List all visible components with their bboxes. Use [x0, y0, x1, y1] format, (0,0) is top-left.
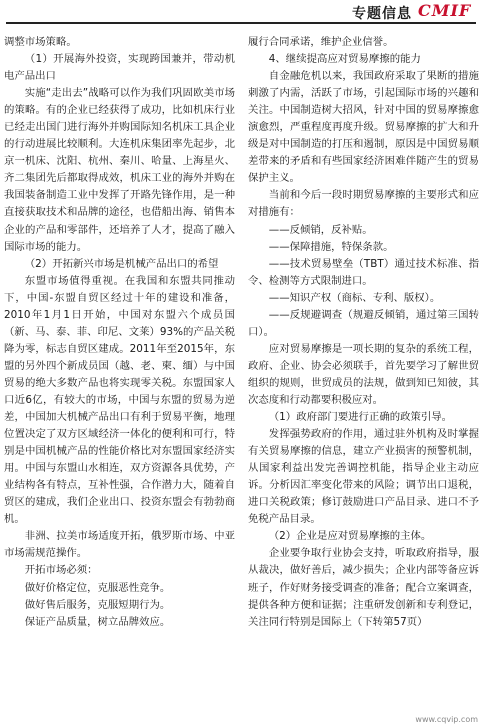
paragraph: ——知识产权（商标、专利、版权）。	[268, 291, 441, 304]
left-column	[4, 34, 235, 631]
paragraph: 4、继续提高应对贸易摩擦的能力	[268, 53, 421, 66]
paragraph: ——保障措施，特保条款。	[268, 240, 394, 253]
paragraph: 保证产品质量，树立品牌效应。	[24, 615, 171, 628]
paragraph: ——技术贸易壁垒（TBT）通过技术标准、指令、检测等方式限制进口。	[248, 257, 479, 287]
paragraph: 当前和今后一段时期贸易摩擦的主要形式和应对措施有：	[248, 189, 479, 219]
paragraph: ——反规避调查（规避反倾销，通过第三国转口）。	[248, 308, 479, 338]
paragraph: 开拓市场必须：	[24, 564, 98, 577]
page-header	[0, 0, 482, 26]
paragraph: 履行合同承诺，维护企业信誉。	[248, 36, 394, 48]
paragraph: 调整市场策略。	[4, 36, 77, 48]
paragraph: （2）开拓新兴市场是机械产品出口的希望	[24, 257, 219, 270]
paragraph: （2）企业是应对贸易摩擦的主体。	[268, 530, 432, 543]
paragraph: 企业要争取行业协会支持，听取政府指导，服从裁决，做好善后，减少损失；企业内部等备应诉班子，作好财务接受调查的准备；配合立案调查，提供各种方便和证据；注重研发创新和专利登记，关注同行特别是国际上（下转第57页）	[248, 547, 479, 628]
paragraph: ——反倾销，反补贴。	[268, 223, 373, 236]
cmif-logo: CMIF	[418, 1, 472, 20]
paragraph: 实施“走出去”战略可以作为我们巩固欧美市场的策略。有的企业已经获得了成功，比如机床行业已经走出国门进行海外并购国际知名机床工具企业的行动进展比较顺利。大连机床集团率先起步，北京一机床、沈阳、杭州、秦川、哈量、上海星火、齐二集团先后都取得成效，机床工业的海外并购在我国装备制造工业中发挥了开路先锋作用，是一种直接获取技术和品牌的途径，也借船出海、销售本企业的产品和零部件，还培养了人才，提高了融入国际市场的能力。	[4, 87, 235, 253]
header-rule	[6, 22, 476, 24]
paragraph: （1）开展海外投资，实现跨国兼并，带动机电产品出口	[4, 53, 235, 83]
paragraph: 做好售后服务，克服短期行为。	[24, 598, 171, 611]
watermark: www.cqvip.com	[415, 715, 478, 724]
paragraph: 非洲、拉美市场适度开拓，俄罗斯市场、中亚市场需规范操作。	[4, 530, 235, 560]
section-title: 专题信息	[352, 6, 412, 22]
paragraph: 自金融危机以来，我国政府采取了果断的措施刺激了内需，活跃了市场，引起国际市场的兴趣和关注。中国制造树大招风，针对中国的贸易摩擦愈演愈烈，严重程度再度升级。贸易摩擦的扩大和升级是对中国制造的打压和遏制，原因是中国贸易顺差带来的矛盾和有些国家经济困难伴随产生的贸易保护主义。	[248, 70, 479, 185]
paragraph: 做好价格定位，克服恶性竞争。	[24, 581, 171, 594]
paragraph: 应对贸易摩擦是一项长期的复杂的系统工程，政府、企业、协会必须联手，首先要学习了解世贸组织的规则，世贸成员的法规，做到知已知彼，其次态度和行动都要积极应对。	[248, 342, 479, 406]
paragraph: （1）政府部门要进行正确的政策引导。	[268, 411, 453, 424]
right-column	[248, 34, 479, 631]
paragraph: 东盟市场值得重视。在我国和东盟共同推动下，中国-东盟自贸区经过十年的建设和准备，2010年1月1日开始，中国对东盟六个成员国（新、马、泰、菲、印尼、文莱）93%的产品关税降为零，标志自贸区建成。2011年至2015年，东盟的另外四个新成员国（越、老、柬、缅）与中国贸易的绝大多数产品也将实现零关税。东盟国家人口近6亿，有较大的市场，中国与东盟的贸易为逆差，中国加大机械产品出口有利于贸易平衡，地理位置决定了双方区域经济一体化的便利和可行，特别是中国机械产品的性能价格比对东盟国家经济实用。中国与东盟山水相连，双方资源各具优势，产业结构各有特点，互补性强，合作潜力大，随着自贸区的建成，我们企业出口、投资东盟会有勃勃商机。	[4, 274, 235, 526]
paragraph: 发挥强势政府的作用，通过驻外机构及时掌握有关贸易摩擦的信息，建立产业损害的预警机制，从国家利益出发完善调控机能，指导企业主动应诉。分析因汇率变化带来的风险；调节出口退税，进口关税政策；修订鼓励进口产品目录、进口不予免税产品目录。	[248, 428, 479, 526]
